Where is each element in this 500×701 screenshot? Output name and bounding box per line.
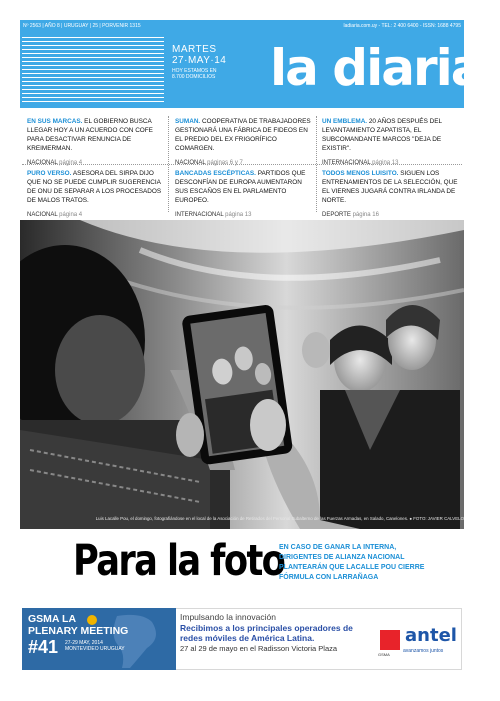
gsma-title-line-2: PLENARY MEETING bbox=[28, 624, 129, 637]
page-ref: página 16 bbox=[352, 212, 379, 218]
section-name: DEPORTE bbox=[322, 212, 351, 218]
section-name: NACIONAL bbox=[175, 160, 206, 166]
photo-caption: Luis Lacalle Pou, el domingo, fotografiándose en el local de la Asociación de Retirados del Personal Subalterno de las Fuerzas Armadas, en Salado, Canelones. ● FOTO: JAVIER CALVELO bbox=[95, 516, 464, 521]
brief-headline: EN SUS MARCAS. bbox=[27, 118, 83, 125]
brief-text: ASESORA DEL SIRPA DIJO QUE NO SE PUEDE CUMPLIR SUGERENCIA DE ONU DE SEPARAR A LOS PROCESADOS DE MALOS TRATOS. bbox=[27, 170, 162, 204]
newspaper-logo[interactable]: la diaria bbox=[270, 39, 483, 97]
brief-text: SIGUEN LOS ENTRENAMIENTOS DE LA SELECCIÓN, QUE EL VIERNES JUGARÁ CONTRA IRLANDA DE NORTE. bbox=[322, 170, 458, 204]
antel-tagline: avanzamos juntos bbox=[403, 648, 444, 654]
gsma-number: #41 bbox=[28, 637, 59, 657]
gsma-title-line-1: GSMA LA bbox=[28, 613, 77, 625]
section-name: INTERNACIONAL bbox=[322, 160, 371, 166]
brief-headline: SUMAN. bbox=[175, 118, 201, 125]
brief-6[interactable] bbox=[322, 169, 458, 220]
gsma-title bbox=[28, 614, 128, 637]
ad-line-1: Impulsando la innovación bbox=[180, 612, 276, 622]
brief-4[interactable] bbox=[27, 169, 163, 220]
gsma-date-line-2: MONTEVIDEO URUGUAY bbox=[65, 646, 125, 652]
ad-line-3: 27 al 29 de mayo en el Radisson Victoria Plaza bbox=[180, 644, 338, 653]
brief-headline: TODOS MENOS LUISITO. bbox=[322, 170, 399, 177]
issue-date: 27·MAY·14 bbox=[172, 55, 227, 66]
brief-text: EL GOBIERNO BUSCA LLEGAR HOY A UN ACUERDO CON COFE PARA DESACTIVAR RENUNCIA DE KREIMERMAN. bbox=[27, 118, 153, 152]
top-info-strip bbox=[20, 20, 464, 32]
brief-text: COOPERATIVA DE TRABAJADORES GESTIONARÁ UNA FÁBRICA DE FIDEOS EN EL PREDIO DEL EX FRIGORÍFICO COMARGEN. bbox=[175, 118, 311, 152]
circulation-line-1: HOY ESTAMOS EN bbox=[172, 68, 217, 74]
column-divider bbox=[316, 116, 317, 212]
brief-section bbox=[322, 211, 458, 220]
gsma-date-line-1: 27-29 MAY, 2014 bbox=[65, 640, 103, 646]
contact-info: ladiaria.com.uy - TEL: 2 400 6400 - ISSN: 1688 4795 bbox=[343, 23, 461, 29]
lead-photo[interactable] bbox=[20, 220, 464, 529]
page-ref: página 13 bbox=[372, 160, 399, 166]
circulation-line-2: 8.700 DOMICILIOS bbox=[172, 74, 216, 80]
page-ref: página 13 bbox=[225, 212, 252, 218]
brief-1[interactable] bbox=[27, 117, 163, 168]
brief-section bbox=[175, 211, 311, 220]
gsma-dates bbox=[65, 640, 125, 652]
brief-headline: UN EMBLEMA. bbox=[322, 118, 368, 125]
page-ref: páginas 6 y 7 bbox=[207, 160, 243, 166]
column-divider bbox=[168, 116, 169, 212]
antel-logo[interactable]: antel bbox=[405, 625, 457, 646]
issue-day: MARTES bbox=[172, 44, 217, 55]
brief-3[interactable] bbox=[322, 117, 458, 168]
section-name: NACIONAL bbox=[27, 160, 58, 166]
section-name: INTERNACIONAL bbox=[175, 212, 224, 218]
brief-divider bbox=[22, 164, 462, 165]
brief-5[interactable] bbox=[175, 169, 311, 220]
main-headline[interactable]: Para la foto bbox=[73, 536, 285, 586]
section-name: NACIONAL bbox=[27, 212, 58, 218]
gsma-logo-text: GSMA bbox=[378, 652, 390, 657]
headline-deck: EN CASO DE GANAR LA INTERNA, DIRIGENTES DE ALIANZA NACIONAL PLANTEARÁN QUE LACALLE POU CIERRE FÓRMULA CON LARRAÑAGA bbox=[279, 544, 425, 581]
brief-section bbox=[27, 211, 163, 220]
page-ref: página 4 bbox=[59, 160, 83, 166]
photo-illustration bbox=[20, 220, 464, 529]
issue-info: Nº 2563 | AÑO 8 | URUGUAY | 25 | PORVENIR 1315 bbox=[23, 23, 141, 29]
brief-headline: PURO VERSO. bbox=[27, 170, 72, 177]
page-ref: página 4 bbox=[59, 212, 83, 218]
ad-line-2: Recibimos a los principales operadores de redes móviles de América Latina. bbox=[180, 623, 353, 643]
brief-text: 20 AÑOS DESPUÉS DEL LEVANTAMIENTO ZAPATISTA, EL SUBCOMANDANTE MARCOS "DEJA DE EXISTIR". bbox=[322, 118, 442, 152]
brief-2[interactable] bbox=[175, 117, 311, 168]
gsma-logo-icon bbox=[380, 630, 400, 650]
brief-text: PARTIDOS QUE DESCONFÍAN DE EUROPA AUMENTARON SUS ESCAÑOS EN EL PARLAMENTO EUROPEO. bbox=[175, 170, 306, 204]
masthead-stripes bbox=[22, 34, 164, 104]
date-block bbox=[172, 44, 226, 80]
ad-copy bbox=[180, 612, 370, 654]
brief-headline: BANCADAS ESCÉPTICAS. bbox=[175, 170, 256, 177]
